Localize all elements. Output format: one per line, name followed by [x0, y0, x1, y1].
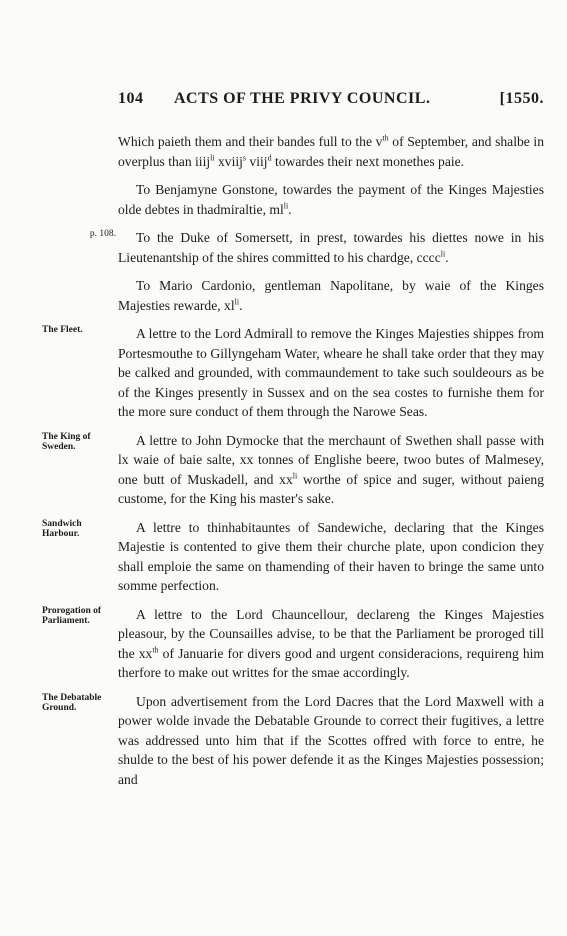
running-header	[118, 90, 544, 112]
text-run: A lettre to the Lord Chauncellour, declareng the Kinges Majesties pleasour, by the Counsailles advise, to be that the Parliament be proroged till the xx	[118, 606, 544, 661]
text-run: Which paieth them and their bandes full to the v	[118, 134, 383, 149]
text-run: .	[288, 201, 292, 217]
paragraph	[118, 276, 544, 315]
year-marker: [1550.	[499, 90, 544, 107]
paragraph	[89, 228, 544, 267]
page-title: ACTS OF THE PRIVY COUNCIL.	[174, 90, 431, 107]
text-run: .	[239, 297, 243, 313]
paragraph	[42, 605, 544, 683]
text-run: To Benjamyne Gonstone, towardes the payment of the Kinges Majesties olde debtes in thadmiraltie, ml	[118, 182, 544, 217]
paragraph	[42, 518, 544, 596]
paragraph	[118, 180, 544, 219]
page-number: 104	[118, 90, 144, 107]
text-run: To Mario Cardonio, gentleman Napolitane, by waie of the Kinges Majesties rewarde, xl	[118, 278, 544, 313]
superscript: d	[267, 152, 272, 162]
margin-note: The Fleet.	[42, 325, 83, 335]
text-run: Upon advertisement from the Lord Dacres that the Lord Maxwell with a power wolde invade the Debatable Grounde to correct their fugitives, a lettre was addressed unto him that if the Scottes offred with force to entre, he shulde to the best of his power defende it as the Kinges Majesties possession; and	[118, 693, 544, 787]
text-run: A lettre to the Lord Admirall to remove the Kinges Majesties shippes from Portesmouthe to Gillyngeham Water, wheare he shall take order that they may be calked and grounded, with commaundement to take such souldeours as be of the Kinges presently in Sussex and on the sea costes to furnishe them for the more sure conduct of them through the Narowe Seas.	[118, 326, 544, 419]
margin-note: Sandwich Harbour.	[42, 518, 82, 539]
text-run: of September, and shalbe in overplus than iiij	[118, 134, 545, 169]
text-run: To the Duke of Somersett, in prest, towardes his diettes nowe in his Lieutenantship of the shires committed to his chardge, cccc	[118, 230, 544, 265]
page-reference-note: p. 108.	[89, 229, 116, 239]
margin-note: The Debatable Ground.	[42, 692, 102, 713]
text-run: of Januarie for divers good and urgent consideracions, requireng him therfore to make out writtes for the smae accordingly.	[118, 645, 544, 680]
text-run: towardes their next monethes paie.	[271, 153, 465, 169]
superscript: li	[440, 248, 446, 258]
superscript: li	[210, 152, 215, 162]
superscript: th	[152, 644, 159, 654]
superscript: s	[242, 152, 247, 162]
text-run: A lettre to thinhabitauntes of Sandewiche, declaring that the Kinges Majestie is contented to give them their churche plate, upon condicion they shall emploie the same on thamending of their haven to bringe the same unto somme perfection.	[118, 519, 544, 593]
page-body	[42, 132, 545, 798]
text-run: .	[445, 249, 449, 265]
text-run: A lettre to John Dymocke that the merchaunt of Swethen shall passe with lx waie of baie salte, xx tonnes of Englishe beere, twoo butes of Malmesey, one butt of Muskadell, and xx	[118, 432, 544, 487]
margin-note: The King of Sweden.	[42, 431, 91, 452]
text-run: xviij	[214, 153, 243, 169]
superscript: li	[292, 470, 298, 480]
text-run: viij	[246, 153, 268, 169]
superscript: li	[234, 296, 240, 306]
superscript: th	[382, 133, 389, 143]
superscript: li	[283, 200, 289, 210]
paragraph	[42, 692, 544, 790]
paragraph	[42, 431, 544, 509]
paragraph	[42, 324, 544, 422]
text-run: worthe of spice and suger, without paieng custome, for the King his master's sake.	[118, 471, 544, 506]
margin-note: Prorogation of Parliament.	[42, 605, 102, 626]
paragraph	[118, 132, 544, 171]
